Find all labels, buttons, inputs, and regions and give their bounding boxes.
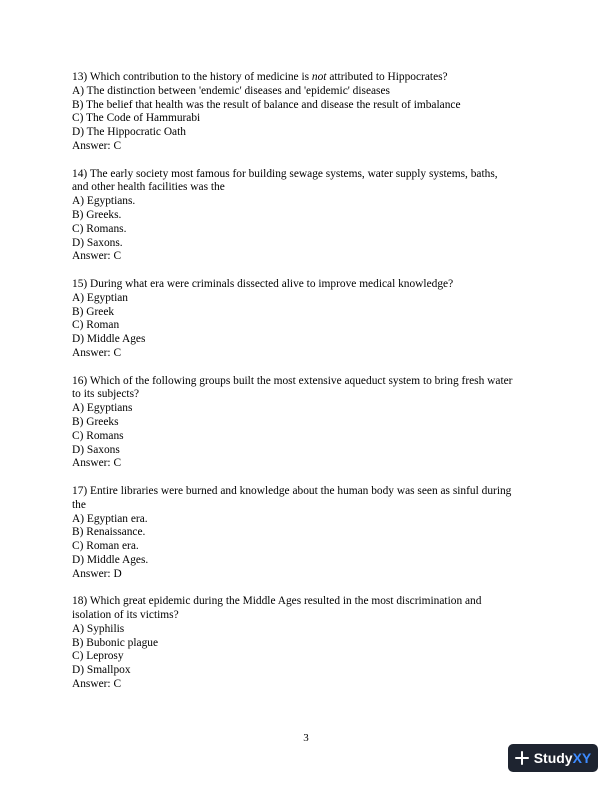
question-stem-line (72, 609, 542, 623)
answer-option: C) The Code of Hammurabi (72, 112, 201, 125)
answer-option: B) Greek (72, 305, 115, 318)
stem-text: the (72, 498, 86, 511)
stem-text: 13) Which contribution to the history of medicine is (72, 71, 312, 83)
answer-option: C) Leprosy (72, 650, 124, 663)
answer-option: A) Egyptian era. (72, 512, 148, 525)
question-stem-line (72, 375, 542, 389)
answer-key: Answer: C (72, 457, 122, 470)
answer-option: C) Romans. (72, 222, 127, 235)
answer-option: A) Egyptians (72, 402, 133, 415)
stem-text: 17) Entire libraries were burned and knowledge about the human body was seen as sinful during (72, 484, 512, 497)
answer-option: B) Greeks (72, 415, 119, 428)
answer-option: C) Romans (72, 429, 124, 442)
answer-option: B) Greeks. (72, 208, 122, 221)
studyxy-badge[interactable] (508, 744, 598, 772)
answer-option: C) Roman era. (72, 540, 139, 553)
question-stem-line (72, 388, 542, 402)
answer-option: D) The Hippocratic Oath (72, 126, 186, 139)
question-stem-line (72, 71, 542, 85)
stem-text: 16) Which of the following groups built the most extensive aqueduct system to bring fresh water (72, 374, 513, 387)
question-stem-line (72, 595, 542, 609)
brand-main: Study (533, 750, 573, 766)
stem-text: 14) The early society most famous for building sewage systems, water supply systems, baths, (72, 167, 498, 180)
answer-option: C) Roman (72, 319, 120, 332)
stem-text: to its subjects? (72, 388, 140, 401)
question-list (72, 71, 542, 692)
question-stem-line (72, 168, 542, 182)
answer-option: D) Smallpox (72, 664, 131, 677)
page-number: 3 (303, 732, 309, 744)
question-stem-line (72, 485, 542, 499)
answer-option: B) The belief that health was the result of balance and disease the result of imbalance (72, 98, 461, 111)
answer-option: A) Egyptian (72, 291, 128, 304)
question-block (72, 485, 542, 582)
answer-option: A) Syphilis (72, 622, 125, 635)
answer-option: B) Bubonic plague (72, 636, 159, 649)
answer-key: Answer: C (72, 346, 122, 359)
answer-option: D) Middle Ages (72, 333, 146, 346)
question-block (72, 278, 542, 361)
question-block (72, 595, 542, 692)
stem-text: 15) During what era were criminals dissected alive to improve medical knowledge? (72, 277, 454, 290)
question-block (72, 71, 542, 154)
answer-key: Answer: C (72, 139, 122, 152)
plus-icon (515, 751, 529, 765)
question-stem-line (72, 499, 542, 513)
question-block (72, 168, 542, 265)
stem-text: and other health facilities was the (72, 181, 225, 194)
stem-emphasis: not (311, 71, 327, 83)
question-stem-line (72, 278, 542, 292)
brand-accent: XY (572, 750, 592, 766)
answer-option: D) Saxons. (72, 236, 123, 249)
question-block (72, 375, 542, 472)
answer-option: D) Saxons (72, 443, 120, 456)
stem-text: attributed to Hippocrates? (326, 71, 448, 83)
answer-key: Answer: C (72, 678, 122, 691)
answer-key: Answer: D (72, 567, 122, 580)
stem-text: isolation of its victims? (72, 609, 179, 622)
answer-option: A) Egyptians. (72, 195, 136, 208)
answer-option: A) The distinction between 'endemic' diseases and 'epidemic' diseases (72, 84, 390, 97)
answer-option: B) Renaissance. (72, 526, 146, 539)
answer-option: D) Middle Ages. (72, 553, 149, 566)
answer-key: Answer: C (72, 250, 122, 263)
stem-text: 18) Which great epidemic during the Middle Ages resulted in the most discrimination and (72, 595, 482, 608)
question-stem-line (72, 181, 542, 195)
